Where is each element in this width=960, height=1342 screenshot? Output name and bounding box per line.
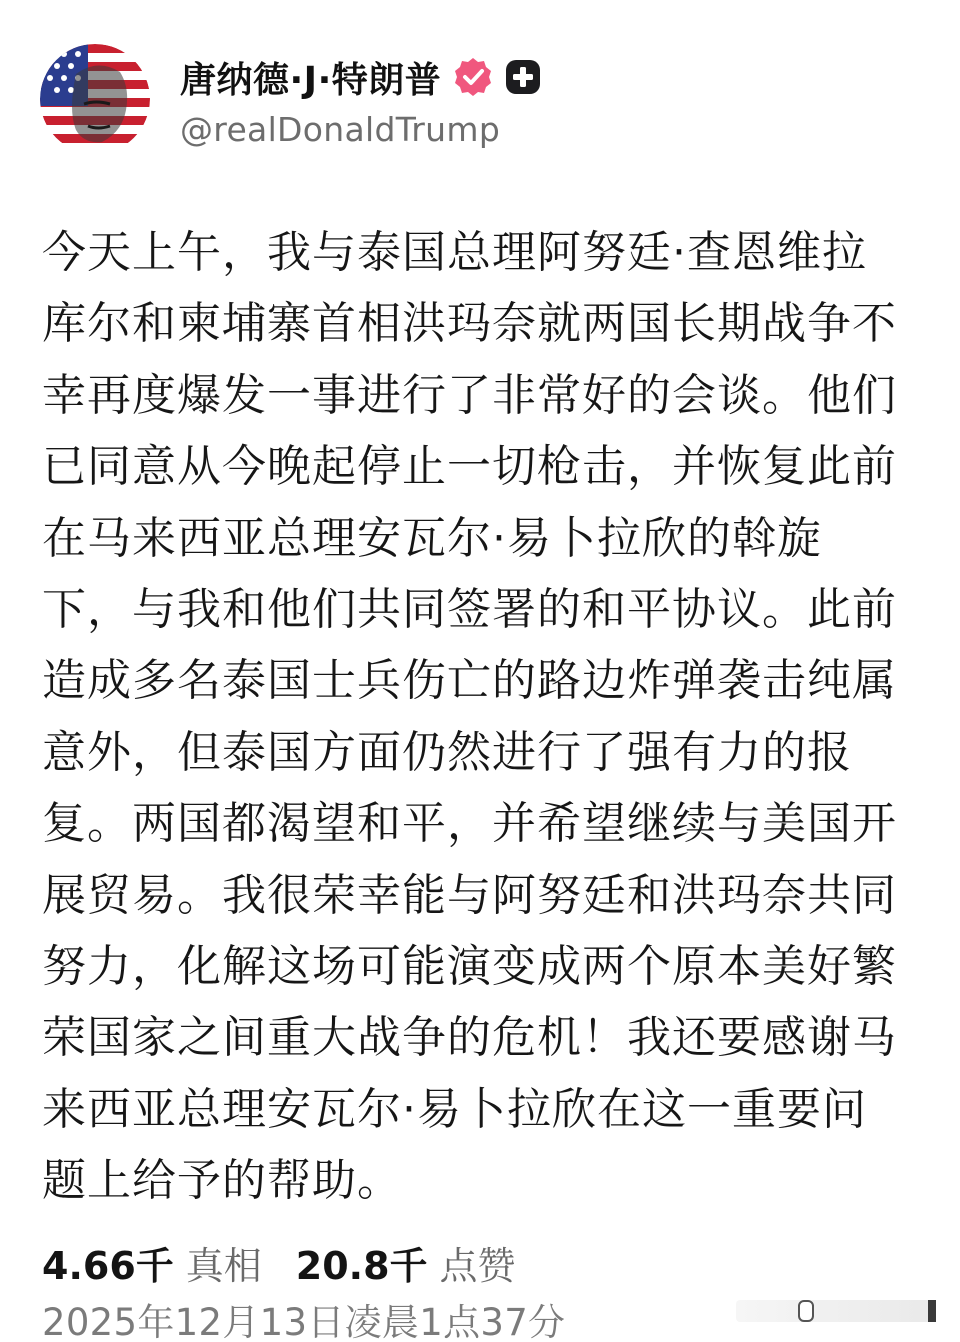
post-text-line: 已同意从今晚起停止一切枪击，并恢复此前 [42,441,897,493]
avatar-flag-portrait-icon [40,44,150,154]
post-text-line: 造成多名泰国士兵伤亡的路边炸弹袭击纯属 [42,655,897,707]
post-text-line: 复。两国都渴望和平，并希望继续与美国开 [42,798,897,850]
scrollbar-end-cap [928,1300,936,1322]
post-text-line: 努力，化解这场可能演变成两个原本美好繁 [42,940,897,992]
user-handle[interactable]: @realDonaldTrump [180,110,501,149]
horizontal-scrollbar[interactable] [736,1300,936,1322]
post-text-line: 来西亚总理安瓦尔·易卜拉欣在这一重要问 [42,1083,867,1135]
plus-badge-icon [505,59,541,95]
post-text-line: 库尔和柬埔寨首相洪玛奈就两国长期战争不 [42,298,897,350]
post-timestamp: 2025年12月13日凌晨1点37分 [42,1301,566,1342]
truths-label[interactable]: 真相 [185,1243,262,1288]
post-text-line: 在马来西亚总理安瓦尔·易卜拉欣的斡旋 [42,512,822,564]
likes-count[interactable]: 20.8千 [295,1243,428,1288]
verified-badge-icon [453,57,493,97]
post-text-line: 意外，但泰国方面仍然进行了强有力的报 [42,726,852,778]
avatar[interactable] [40,44,150,154]
name-row [180,52,541,102]
post-text-line: 题上给予的帮助。 [42,1155,402,1207]
display-name[interactable]: 唐纳德·J·特朗普 [180,59,442,101]
post-text-line: 荣国家之间重大战争的危机！我还要感谢马 [42,1012,897,1064]
post-header [40,44,920,156]
post-text [42,217,918,1216]
truths-count[interactable]: 4.66千 [42,1243,174,1288]
likes-label[interactable]: 点赞 [439,1243,516,1288]
scrollbar-thumb[interactable] [798,1300,814,1322]
post-text-line: 幸再度爆发一事进行了非常好的会谈。他们 [42,369,897,421]
post-text-line: 展贸易。我很荣幸能与阿努廷和洪玛奈共同 [42,869,897,921]
post-text-line: 今天上午，我与泰国总理阿努廷·查恩维拉 [42,227,867,278]
post-text-line: 下，与我和他们共同签署的和平协议。此前 [42,583,897,635]
post-stats [42,1236,516,1288]
